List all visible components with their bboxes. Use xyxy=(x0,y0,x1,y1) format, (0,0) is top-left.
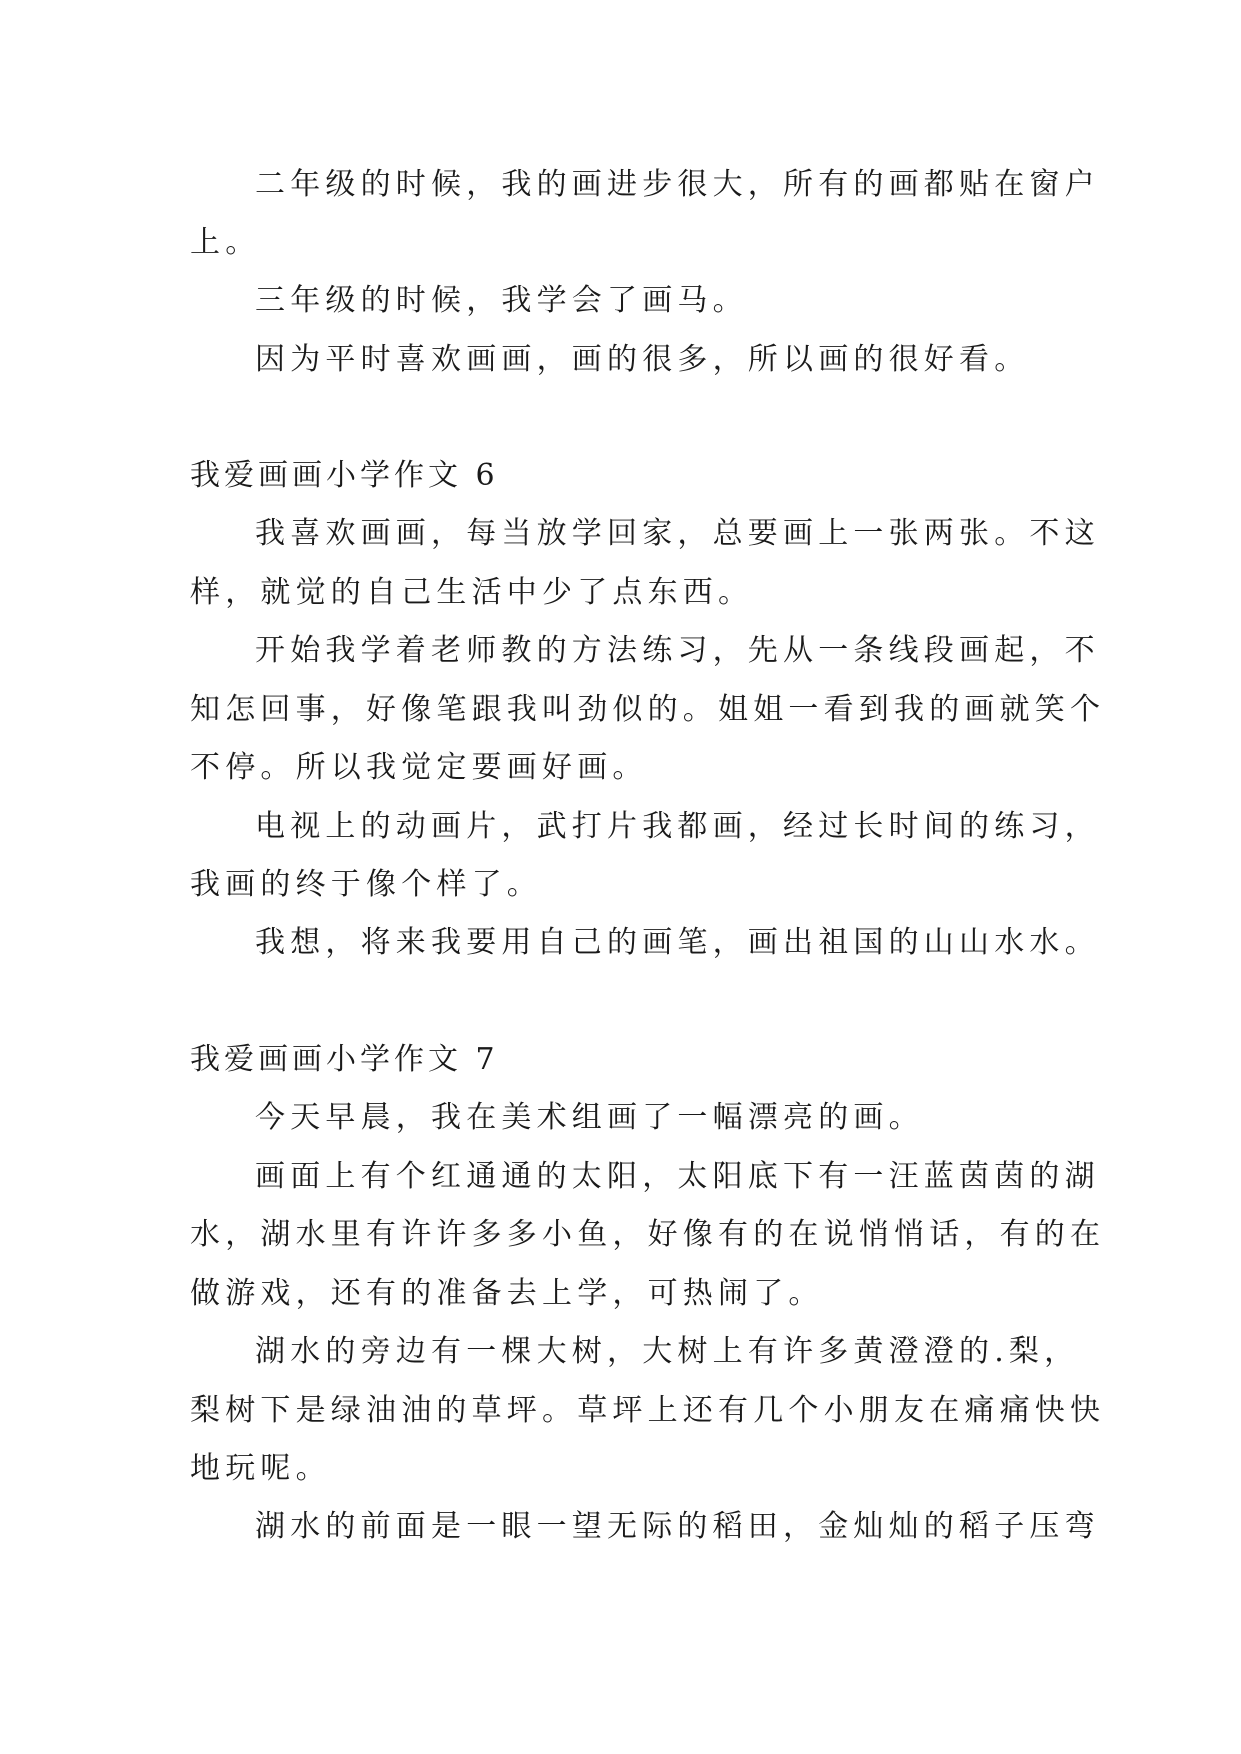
paragraph-line: 地玩呢。 xyxy=(190,1451,331,1486)
paragraph-line: 上。 xyxy=(190,225,261,260)
paragraph-line: 知怎回事，好像笔跟我叫劲似的。姐姐一看到我的画就笑个 xyxy=(190,692,1106,727)
paragraph-line: 我画的终于像个样了。 xyxy=(190,867,542,902)
paragraph-line: 不停。所以我觉定要画好画。 xyxy=(190,750,648,785)
paragraph-line: 水，湖水里有许许多多小鱼，好像有的在说悄悄话，有的在 xyxy=(190,1217,1106,1252)
paragraph-line: 我想，将来我要用自己的画笔，画出祖国的山山水水。 xyxy=(255,925,1100,960)
paragraph-line: 三年级的时候，我学会了画马。 xyxy=(255,283,748,318)
paragraph-line: 湖水的旁边有一棵大树，大树上有许多黄澄澄的.梨， xyxy=(255,1334,1080,1369)
paragraph-line: 电视上的动画片，武打片我都画，经过长时间的练习， xyxy=(255,809,1100,844)
paragraph-line: 梨树下是绿油油的草坪。草坪上还有几个小朋友在痛痛快快 xyxy=(190,1393,1106,1428)
paragraph-line: 开始我学着老师教的方法练习，先从一条线段画起，不 xyxy=(255,633,1100,668)
paragraph-line: 样，就觉的自己生活中少了点东西。 xyxy=(190,575,754,610)
paragraph-line: 二年级的时候，我的画进步很大，所有的画都贴在窗户 xyxy=(255,167,1100,202)
section-heading: 我爱画画小学作文 7 xyxy=(190,1042,499,1077)
paragraph-line: 湖水的前面是一眼一望无际的稻田，金灿灿的稻子压弯 xyxy=(255,1509,1100,1544)
paragraph-line: 画面上有个红通通的太阳，太阳底下有一汪蓝茵茵的湖 xyxy=(255,1159,1100,1194)
section-heading: 我爱画画小学作文 6 xyxy=(190,458,499,493)
paragraph-line: 今天早晨，我在美术组画了一幅漂亮的画。 xyxy=(255,1100,924,1135)
paragraph-line: 做游戏，还有的准备去上学，可热闹了。 xyxy=(190,1276,824,1311)
paragraph-line: 因为平时喜欢画画，画的很多，所以画的很好看。 xyxy=(255,342,1030,377)
paragraph-line: 我喜欢画画，每当放学回家，总要画上一张两张。不这 xyxy=(255,516,1100,551)
